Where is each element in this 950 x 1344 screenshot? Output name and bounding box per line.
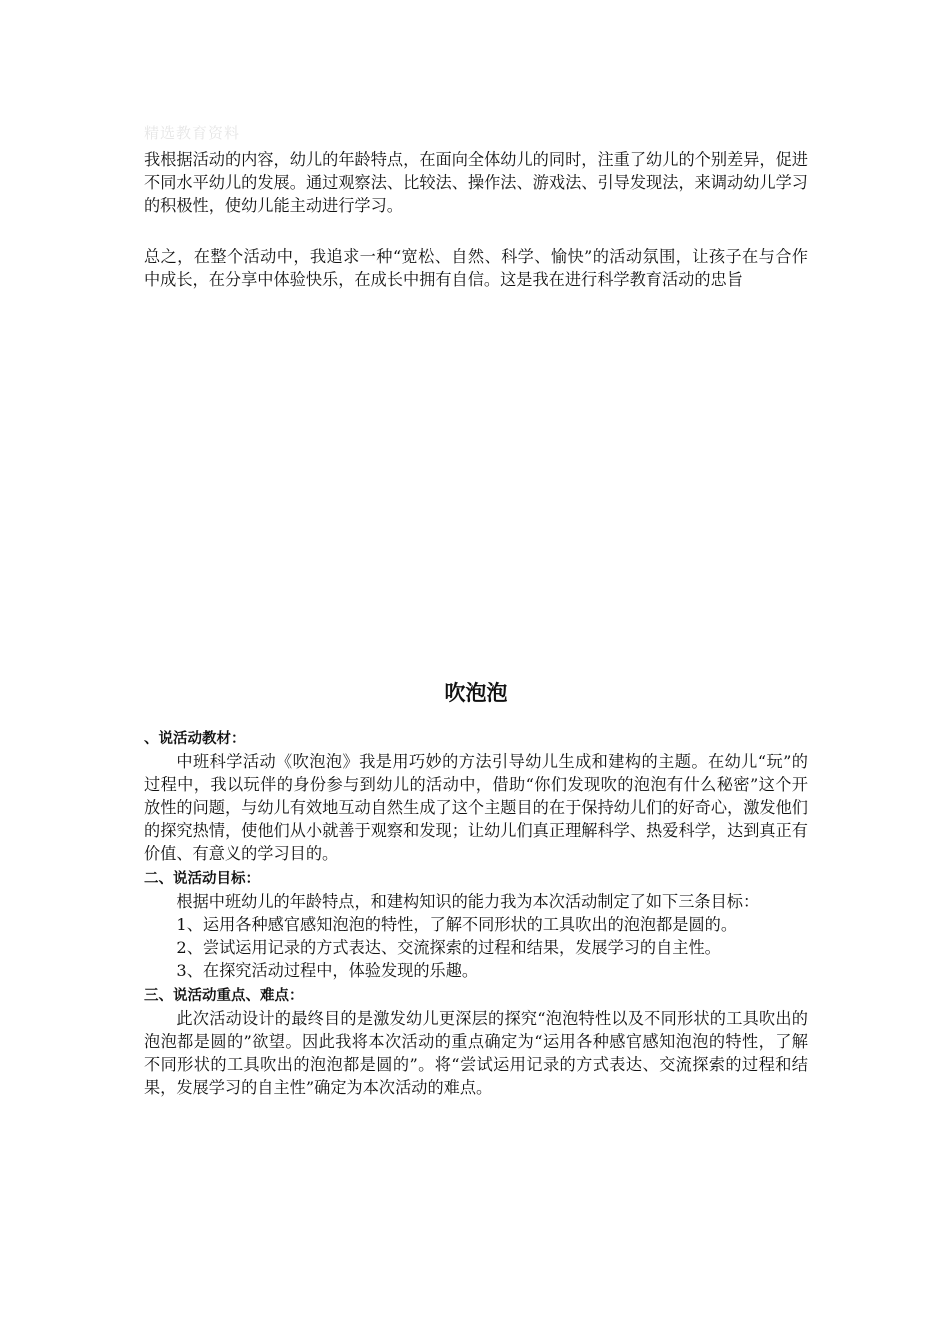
intro-paragraph-1: 我根据活动的内容，幼儿的年龄特点，在面向全体幼儿的同时，注重了幼儿的个别差异，促进不同水平幼儿的发展。通过观察法、比较法、操作法、游戏法、引导发现法，来调动幼儿学习的积极性，使幼儿能主动进行学习。 (144, 150, 808, 215)
section-heading-focus: 三、说活动重点、难点： (144, 988, 304, 1004)
goal-item: 1、运用各种感官感知泡泡的特性，了解不同形状的工具吹出的泡泡都是圆的。 (176, 915, 738, 934)
watermark-text: 精选教育资料 (144, 124, 241, 142)
intro-paragraph-2: 总之，在整个活动中，我追求一种“宽松、自然、科学、愉快”的活动氛围，让孩子在与合作中成长，在分享中体验快乐，在成长中拥有自信。这是我在进行科学教育活动的忠旨 (144, 247, 808, 289)
sections (144, 728, 808, 1099)
document-title: 吹泡泡 (444, 681, 508, 705)
goal-item: 2、尝试运用记录的方式表达、交流探索的过程和结果，发展学习的自主性。 (176, 938, 721, 957)
section-body-material: 中班科学活动《吹泡泡》我是用巧妙的方法引导幼儿生成和建构的主题。在幼儿“玩”的过程中，我以玩伴的身份参与到幼儿的活动中，借助“你们发现吹的泡泡有什么秘密”这个开放性的问题，与幼儿有效地互动自然生成了这个主题目的在于保持幼儿们的好奇心，激发他们的探究热情，使他们从小就善于观察和发现；让幼儿们真正理解科学、热爱科学，达到真正有价值、有意义的学习目的。 (144, 752, 808, 863)
goal-item: 3、在探究活动过程中，体验发现的乐趣。 (176, 961, 479, 980)
section-body-focus: 此次活动设计的最终目的是激发幼儿更深层的探究“泡泡特性以及不同形状的工具吹出的泡泡都是圆的”欲望。因此我将本次活动的重点确定为“运用各种感官感知泡泡的特性，了解不同形状的工具吹出的泡泡都是圆的”。将“尝试运用记录的方式表达、交流探索的过程和结果，发展学习的自主性”确定为本次活动的难点。 (144, 1009, 808, 1097)
section-heading-goals: 二、说活动目标： (144, 871, 260, 887)
section-goals-intro: 根据中班幼儿的年龄特点，和建构知识的能力我为本次活动制定了如下三条目标： (176, 892, 760, 911)
section-heading-material: 、说活动教材： (144, 731, 246, 747)
